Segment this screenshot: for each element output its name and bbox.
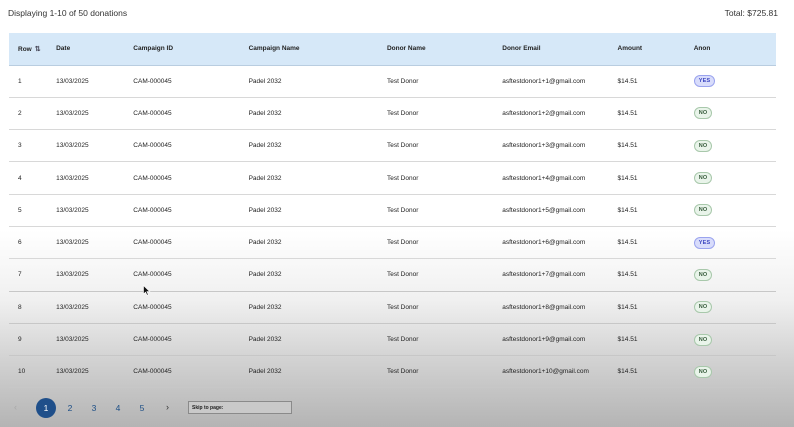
donor-email-cell: asftestdonor1+10@gmail.com	[502, 356, 617, 388]
anon-cell	[694, 323, 776, 355]
campaign-name-cell: Padel 2032	[249, 194, 387, 226]
row-number: 6	[9, 226, 56, 258]
donor-name-cell: Test Donor	[387, 65, 502, 97]
anon-cell	[694, 356, 776, 388]
donations-total: Total: $725.81	[724, 8, 778, 18]
donor-name-cell: Test Donor	[387, 356, 502, 388]
row-number: 7	[9, 259, 56, 291]
table-row[interactable]	[9, 130, 776, 162]
donor-name-cell: Test Donor	[387, 194, 502, 226]
donor-name-cell: Test Donor	[387, 97, 502, 129]
campaign-id-cell: CAM-000045	[133, 291, 248, 323]
amount-cell: $14.51	[618, 97, 694, 129]
date-cell: 13/03/2025	[56, 162, 133, 194]
donor-email-cell: asftestdonor1+5@gmail.com	[502, 194, 617, 226]
campaign-name-cell: Padel 2032	[249, 323, 387, 355]
table-row[interactable]	[9, 97, 776, 129]
date-cell: 13/03/2025	[56, 130, 133, 162]
skip-to-page-input[interactable]	[188, 401, 292, 414]
table-row[interactable]	[9, 226, 776, 258]
row-number: 4	[9, 162, 56, 194]
campaign-id-cell: CAM-000045	[133, 259, 248, 291]
donor-name-cell: Test Donor	[387, 162, 502, 194]
campaign-name-cell: Padel 2032	[249, 291, 387, 323]
page-button-5[interactable]: 5	[139, 403, 145, 413]
table-body	[9, 65, 776, 388]
date-cell: 13/03/2025	[56, 323, 133, 355]
table-row[interactable]	[9, 323, 776, 355]
donor-name-cell: Test Donor	[387, 226, 502, 258]
campaign-name-cell: Padel 2032	[249, 356, 387, 388]
donor-name-cell: Test Donor	[387, 130, 502, 162]
amount-cell: $14.51	[618, 65, 694, 97]
anon-cell	[694, 162, 776, 194]
column-header-campaign-name[interactable]: Campaign Name	[249, 33, 387, 65]
amount-cell: $14.51	[618, 291, 694, 323]
donor-name-cell: Test Donor	[387, 323, 502, 355]
table-row[interactable]	[9, 162, 776, 194]
column-header-amount[interactable]: Amount	[618, 33, 694, 65]
date-cell: 13/03/2025	[56, 65, 133, 97]
row-number: 2	[9, 97, 56, 129]
table-row[interactable]	[9, 259, 776, 291]
date-cell: 13/03/2025	[56, 97, 133, 129]
page-button-2[interactable]: 2	[67, 403, 73, 413]
amount-cell: $14.51	[618, 194, 694, 226]
amount-cell: $14.51	[618, 162, 694, 194]
anon-badge: YES	[694, 237, 716, 249]
anon-cell	[694, 65, 776, 97]
anon-badge: NO	[694, 107, 713, 119]
amount-cell: $14.51	[618, 259, 694, 291]
date-cell: 13/03/2025	[56, 259, 133, 291]
campaign-name-cell: Padel 2032	[249, 97, 387, 129]
date-cell: 13/03/2025	[56, 226, 133, 258]
campaign-id-cell: CAM-000045	[133, 162, 248, 194]
donor-email-cell: asftestdonor1+2@gmail.com	[502, 97, 617, 129]
campaign-id-cell: CAM-000045	[133, 97, 248, 129]
campaign-id-cell: CAM-000045	[133, 226, 248, 258]
campaign-id-cell: CAM-000045	[133, 194, 248, 226]
campaign-name-cell: Padel 2032	[249, 162, 387, 194]
column-header-anon[interactable]: Anon	[694, 33, 776, 65]
donor-email-cell: asftestdonor1+1@gmail.com	[502, 65, 617, 97]
anon-badge: NO	[694, 301, 713, 313]
prev-page-icon[interactable]: ‹	[14, 402, 17, 412]
donor-email-cell: asftestdonor1+4@gmail.com	[502, 162, 617, 194]
anon-badge: NO	[694, 204, 713, 216]
date-cell: 13/03/2025	[56, 291, 133, 323]
donor-name-cell: Test Donor	[387, 259, 502, 291]
page-button-4[interactable]: 4	[115, 403, 121, 413]
amount-cell: $14.51	[618, 226, 694, 258]
campaign-id-cell: CAM-000045	[133, 130, 248, 162]
campaign-name-cell: Padel 2032	[249, 130, 387, 162]
row-number: 9	[9, 323, 56, 355]
anon-cell	[694, 259, 776, 291]
date-cell: 13/03/2025	[56, 356, 133, 388]
column-header-donor-email[interactable]: Donor Email	[502, 33, 617, 65]
summary-bar	[8, 6, 778, 20]
anon-cell	[694, 97, 776, 129]
donor-name-cell: Test Donor	[387, 291, 502, 323]
date-cell: 13/03/2025	[56, 194, 133, 226]
anon-cell	[694, 291, 776, 323]
anon-badge: NO	[694, 140, 713, 152]
donor-email-cell: asftestdonor1+7@gmail.com	[502, 259, 617, 291]
anon-cell	[694, 130, 776, 162]
campaign-name-cell: Padel 2032	[249, 226, 387, 258]
campaign-name-cell: Padel 2032	[249, 65, 387, 97]
donor-email-cell: asftestdonor1+6@gmail.com	[502, 226, 617, 258]
column-header-row[interactable]: Row ⇅	[9, 33, 56, 65]
row-number: 10	[9, 356, 56, 388]
displaying-count: Displaying 1-10 of 50 donations	[8, 8, 128, 18]
mouse-pointer-icon	[143, 285, 151, 296]
row-number: 8	[9, 291, 56, 323]
row-number: 5	[9, 194, 56, 226]
donations-table	[9, 33, 776, 388]
table-header-row	[9, 33, 776, 65]
campaign-name-cell: Padel 2032	[249, 259, 387, 291]
skip-to-page-label: Skip to page:	[192, 405, 224, 411]
anon-cell	[694, 194, 776, 226]
anon-badge: YES	[694, 75, 716, 87]
anon-badge: NO	[694, 172, 713, 184]
column-header-campaign-id[interactable]: Campaign ID	[133, 33, 248, 65]
campaign-id-cell: CAM-000045	[133, 356, 248, 388]
column-header-donor-name[interactable]: Donor Name	[387, 33, 502, 65]
table-row[interactable]	[9, 356, 776, 388]
column-header-date[interactable]: Date	[56, 33, 133, 65]
next-page-icon[interactable]: ›	[166, 402, 169, 412]
sort-icon[interactable]: ⇅	[34, 45, 41, 53]
anon-cell	[694, 226, 776, 258]
donor-email-cell: asftestdonor1+9@gmail.com	[502, 323, 617, 355]
campaign-id-cell: CAM-000045	[133, 65, 248, 97]
anon-badge: NO	[694, 334, 713, 346]
page-button-3[interactable]: 3	[91, 403, 97, 413]
amount-cell: $14.51	[618, 323, 694, 355]
row-number: 3	[9, 130, 56, 162]
row-number: 1	[9, 65, 56, 97]
donor-email-cell: asftestdonor1+3@gmail.com	[502, 130, 617, 162]
amount-cell: $14.51	[618, 130, 694, 162]
donor-email-cell: asftestdonor1+8@gmail.com	[502, 291, 617, 323]
table-row[interactable]	[9, 65, 776, 97]
table-row[interactable]	[9, 291, 776, 323]
amount-cell: $14.51	[618, 356, 694, 388]
page-button-1[interactable]: 1	[36, 398, 56, 418]
table-row[interactable]	[9, 194, 776, 226]
anon-badge: NO	[694, 269, 713, 281]
anon-badge: NO	[694, 366, 713, 378]
campaign-id-cell: CAM-000045	[133, 323, 248, 355]
